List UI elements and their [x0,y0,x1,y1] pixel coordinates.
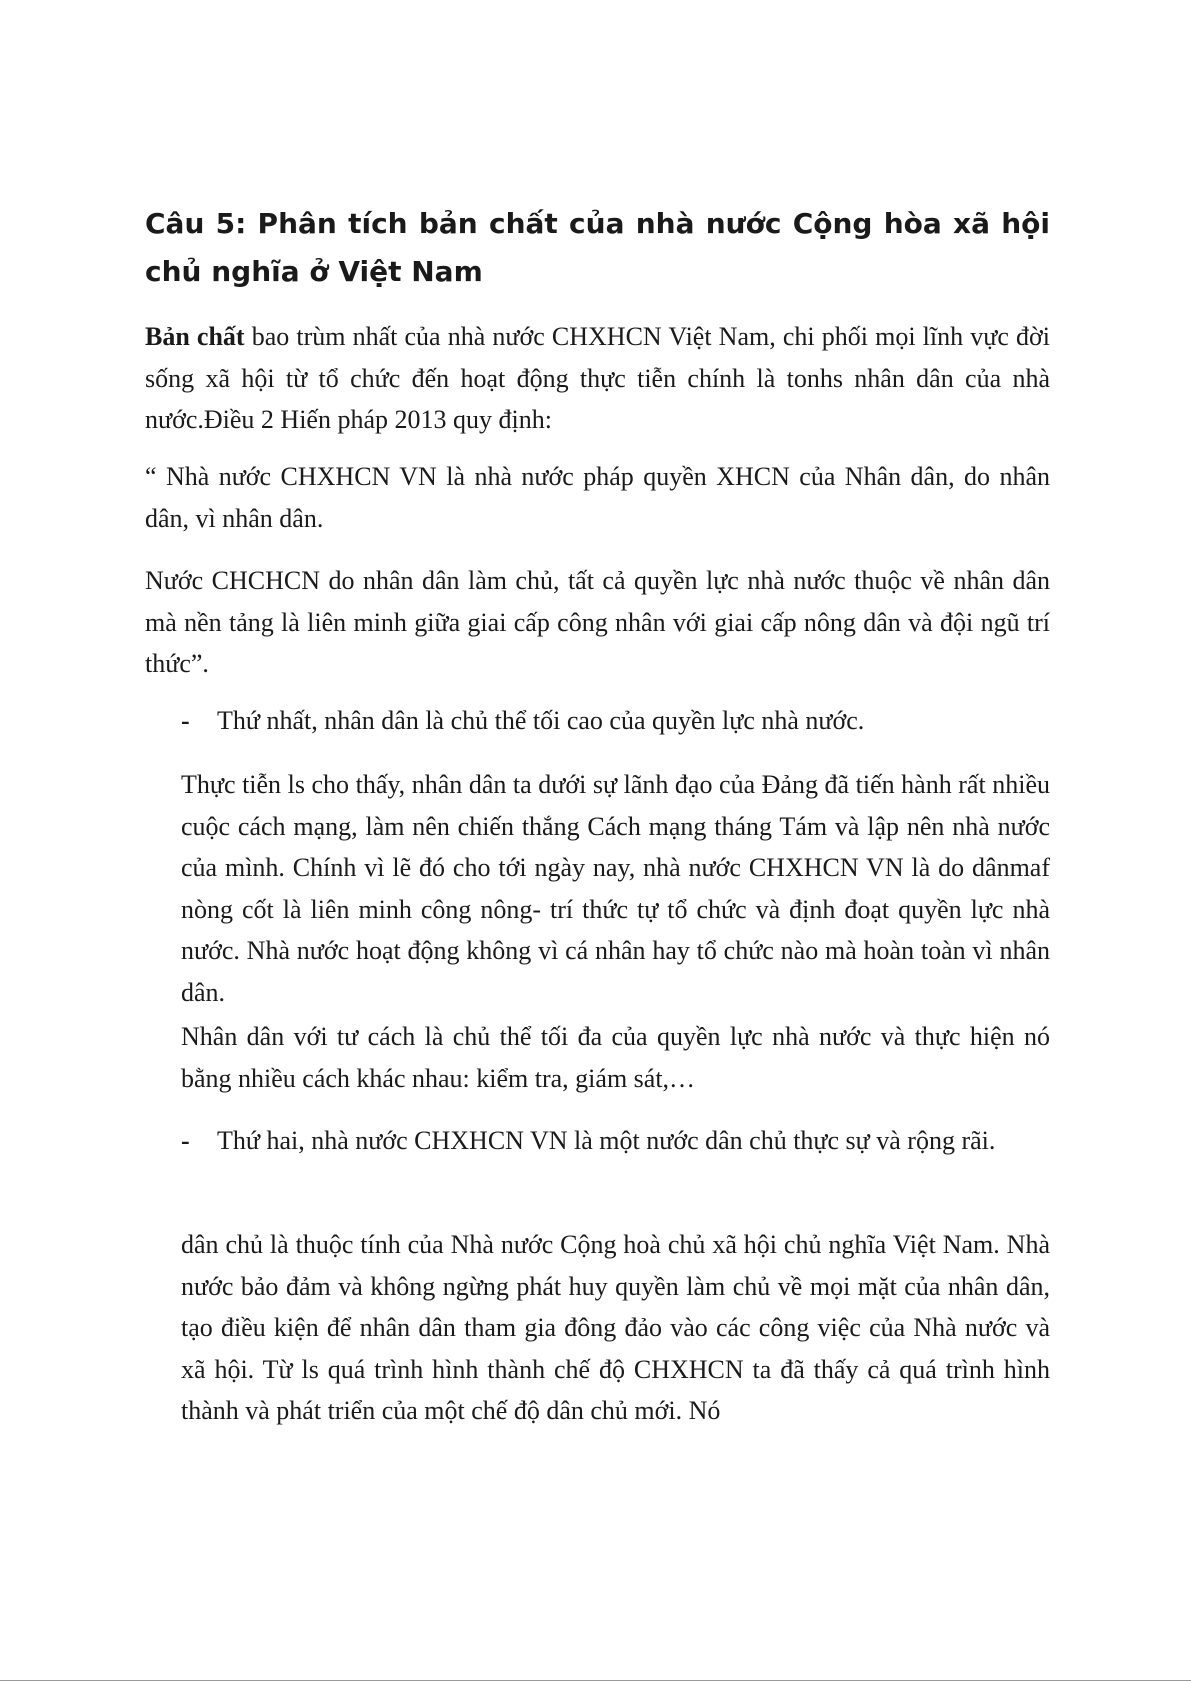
intro-lead-term: Bản chất [145,322,245,351]
intro-text: bao trùm nhất của nhà nước CHXHCN Việt Nam, chi phối mọi lĩnh vực đời sống xã hội từ tổ chức đến hoạt động thực tiễn chính là tonhs nhân dân của nhà nước.Điều 2 Hiến pháp 2013 quy định: [145,322,1050,434]
bullet-marker-2: - [181,1126,190,1155]
bullet-item-2: Thứ hai, nhà nước CHXHCN VN là một nước dân chủ thực sự và rộng rãi. [217,1126,996,1155]
bullet-1-detail-paragraph-1: Thực tiễn ls cho thấy, nhân dân ta dưới sự lãnh đạo của Đảng đã tiến hành rất nhiều cuộc cách mạng, làm nên chiến thắng Cách mạng tháng Tám và lập nên nhà nước của mình. Chính vì lẽ đó cho tới ngày nay, nhà nước CHXHCN VN là do dânmaf nòng cốt là liên minh công nông- trí thức tự tổ chức và định đoạt quyền lực nhà nước. Nhà nước hoạt động không vì cá nhân hay tổ chức nào mà hoàn toàn vì nhân dân. [181,770,1050,1007]
quote-paragraph-2: Nước CHCHCN do nhân dân làm chủ, tất cả quyền lực nhà nước thuộc về nhân dân mà nền tảng là liên minh giữa giai cấp công nhân với giai cấp nông dân và đội ngũ trí thức”. [145,566,1050,678]
quote-paragraph-1: “ Nhà nước CHXHCN VN là nhà nước pháp quyền XHCN của Nhân dân, do nhân dân, vì nhân dân. [145,462,1050,533]
intro-paragraph [145,316,1050,441]
page-bottom-divider [0,1680,1191,1681]
bullet-2-detail-paragraph: dân chủ là thuộc tính của Nhà nước Cộng hoà chủ xã hội chủ nghĩa Việt Nam. Nhà nước bảo đảm và không ngừng phát huy quyền làm chủ về mọi mặt của nhân dân, tạo điều kiện để nhân dân tham gia đông đảo vào các công việc của Nhà nước và xã hội. Từ ls quá trình hình thành chế độ CHXHCN ta đã thấy cả quá trình hình thành và phát triển của một chế độ dân chủ mới. Nó [181,1230,1050,1425]
bullet-item-1: Thứ nhất, nhân dân là chủ thể tối cao của quyền lực nhà nước. [217,706,865,735]
question-heading: Câu 5: Phân tích bản chất của nhà nước Cộng hòa xã hội chủ nghĩa ở Việt Nam [145,207,1050,288]
bullet-1-detail-paragraph-2: Nhân dân với tư cách là chủ thể tối đa của quyền lực nhà nước và thực hiện nó bằng nhiều cách khác nhau: kiểm tra, giám sát,… [181,1022,1050,1093]
bullet-marker-1: - [181,706,190,735]
